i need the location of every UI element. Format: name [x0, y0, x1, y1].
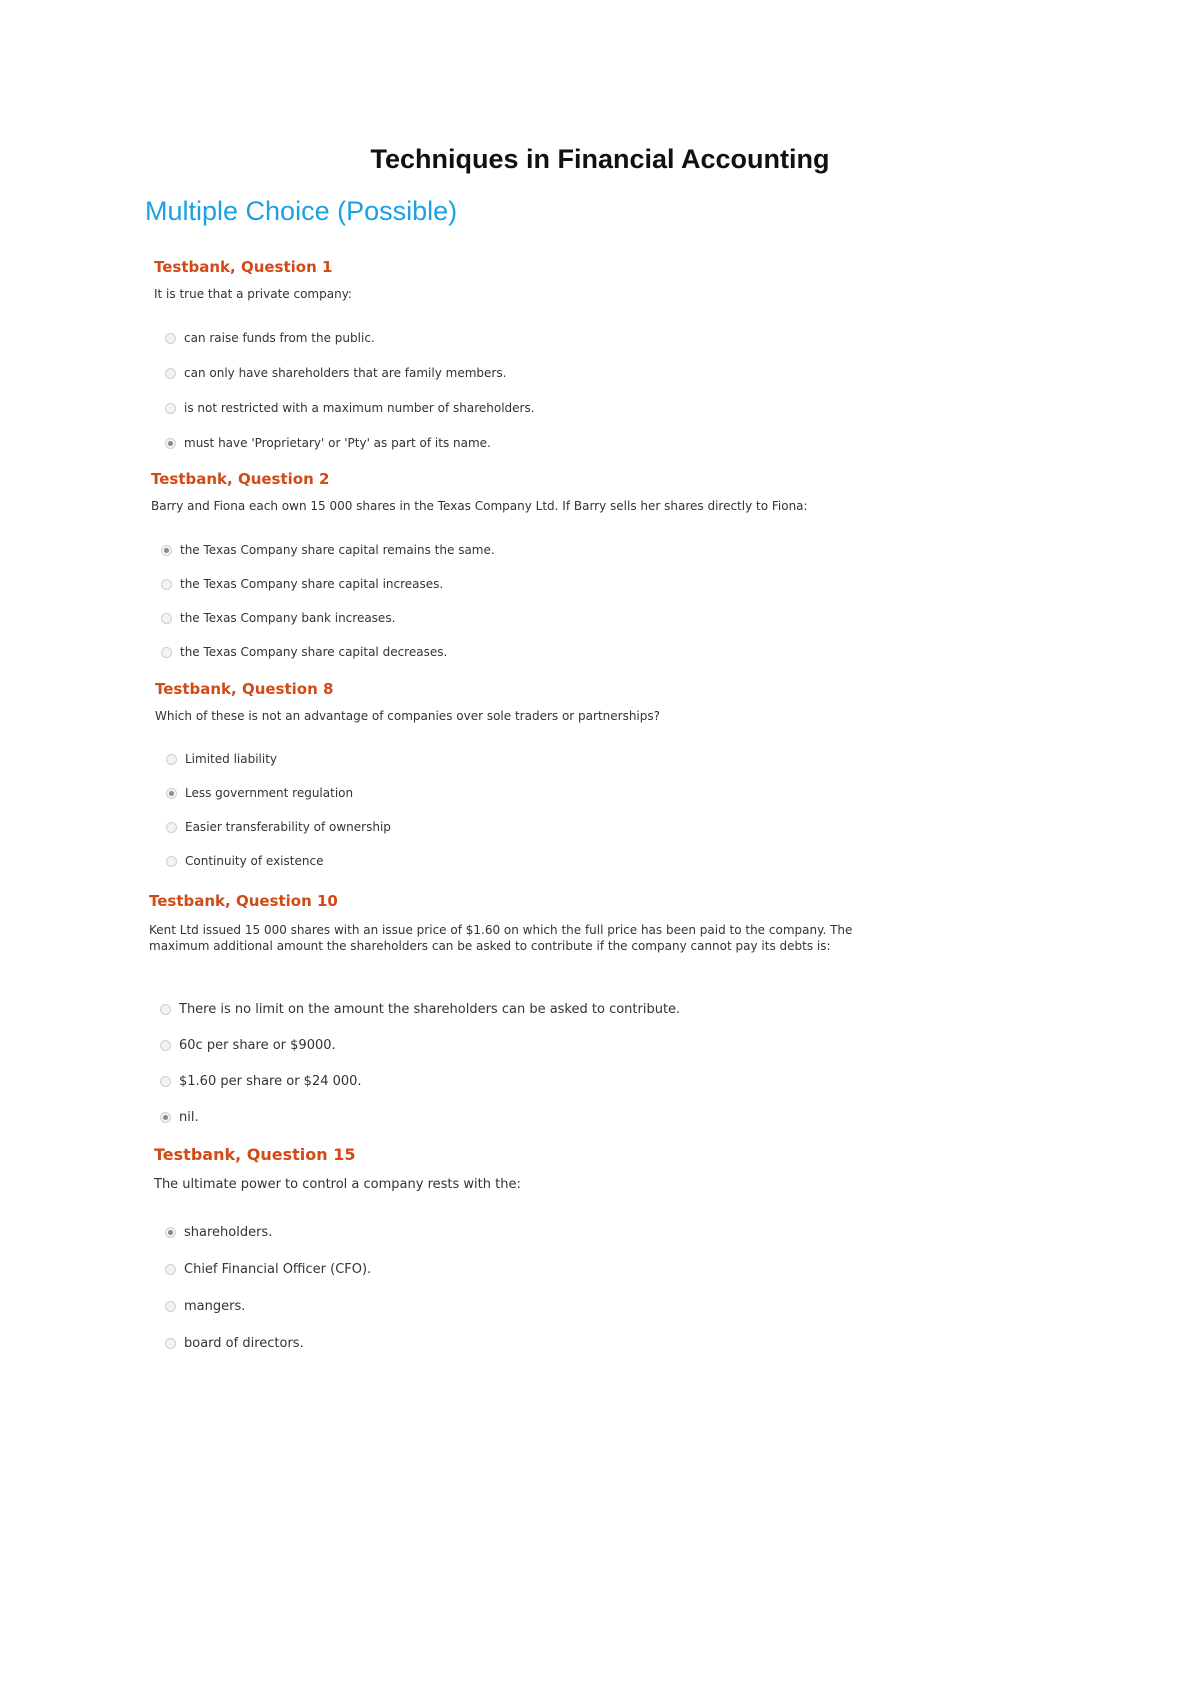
radio-button[interactable] [166, 754, 177, 765]
radio-button[interactable] [165, 1301, 176, 1312]
option-label: is not restricted with a maximum number of shareholders. [184, 401, 535, 415]
radio-button-selected[interactable] [161, 545, 172, 556]
radio-button[interactable] [160, 1040, 171, 1051]
radio-button[interactable] [165, 333, 176, 344]
option-label: board of directors. [184, 1336, 304, 1351]
radio-button[interactable] [160, 1076, 171, 1087]
answer-option[interactable] [151, 577, 443, 591]
question-title: Testbank, Question 8 [155, 680, 334, 698]
option-label: 60c per share or $9000. [179, 1038, 336, 1053]
answer-option[interactable] [154, 366, 506, 380]
document-title: Techniques in Financial Accounting [370, 144, 830, 174]
answer-option[interactable] [149, 1038, 336, 1053]
answer-option[interactable] [154, 436, 491, 450]
answer-option[interactable] [155, 854, 323, 868]
option-label: nil. [179, 1110, 199, 1125]
option-label: the Texas Company bank increases. [180, 611, 396, 625]
radio-button[interactable] [165, 1264, 176, 1275]
question-text: Which of these is not an advantage of companies over sole traders or partnerships? [155, 709, 661, 723]
option-label: $1.60 per share or $24 000. [179, 1074, 362, 1089]
option-label: Less government regulation [185, 786, 354, 800]
section-heading: Multiple Choice (Possible) [145, 196, 458, 226]
question-text: The ultimate power to control a company rests with the: [154, 1177, 521, 1192]
answer-option[interactable] [154, 401, 535, 415]
answer-option[interactable] [149, 1074, 362, 1089]
answer-option[interactable] [155, 820, 391, 834]
radio-button-selected[interactable] [165, 438, 176, 449]
option-label: can raise funds from the public. [184, 331, 375, 345]
answer-option[interactable] [154, 1262, 371, 1277]
answer-option[interactable] [154, 1336, 304, 1351]
radio-button[interactable] [161, 579, 172, 590]
answer-option[interactable] [151, 611, 395, 625]
question-text: Kent Ltd issued 15 000 shares with an issue price of $1.60 on which the full price has been paid to the company. The maximum additional amount the shareholders can be asked to contribute if the company cannot pay its debts is: [149, 923, 853, 953]
radio-button[interactable] [161, 613, 172, 624]
radio-button[interactable] [166, 822, 177, 833]
answer-option[interactable] [154, 1299, 245, 1314]
answer-option[interactable] [154, 1225, 272, 1240]
radio-button-selected[interactable] [160, 1112, 171, 1123]
option-label: mangers. [184, 1299, 246, 1314]
question-text: Barry and Fiona each own 15 000 shares in the Texas Company Ltd. If Barry sells her shares directly to Fiona: [151, 499, 808, 513]
answer-option[interactable] [151, 543, 495, 557]
option-label: the Texas Company share capital decreases. [180, 645, 448, 659]
question-title: Testbank, Question 10 [149, 892, 338, 910]
question-title: Testbank, Question 2 [151, 470, 330, 488]
radio-button[interactable] [161, 647, 172, 658]
answer-option[interactable] [151, 645, 447, 659]
answer-option[interactable] [149, 1110, 199, 1125]
question-title: Testbank, Question 15 [154, 1145, 356, 1164]
option-label: Easier transferability of ownership [185, 820, 391, 834]
answer-option[interactable] [154, 331, 375, 345]
radio-button[interactable] [165, 403, 176, 414]
answer-option[interactable] [155, 752, 277, 766]
question-text: It is true that a private company: [154, 287, 352, 301]
radio-button[interactable] [165, 1338, 176, 1349]
option-label: There is no limit on the amount the shareholders can be asked to contribute. [179, 1002, 681, 1017]
option-label: Limited liability [185, 752, 278, 766]
answer-option[interactable] [155, 786, 353, 800]
radio-button[interactable] [166, 856, 177, 867]
radio-button[interactable] [165, 368, 176, 379]
radio-button-selected[interactable] [166, 788, 177, 799]
option-label: must have 'Proprietary' or 'Pty' as part of its name. [184, 436, 491, 450]
answer-option[interactable] [149, 1002, 680, 1017]
option-label: the Texas Company share capital increases. [180, 577, 444, 591]
radio-button-selected[interactable] [165, 1227, 176, 1238]
option-label: can only have shareholders that are family members. [184, 366, 507, 380]
option-label: Continuity of existence [185, 854, 324, 868]
question-title: Testbank, Question 1 [154, 258, 333, 276]
radio-button[interactable] [160, 1004, 171, 1015]
option-label: the Texas Company share capital remains the same. [180, 543, 495, 557]
option-label: shareholders. [184, 1225, 273, 1240]
option-label: Chief Financial Officer (CFO). [184, 1262, 372, 1277]
